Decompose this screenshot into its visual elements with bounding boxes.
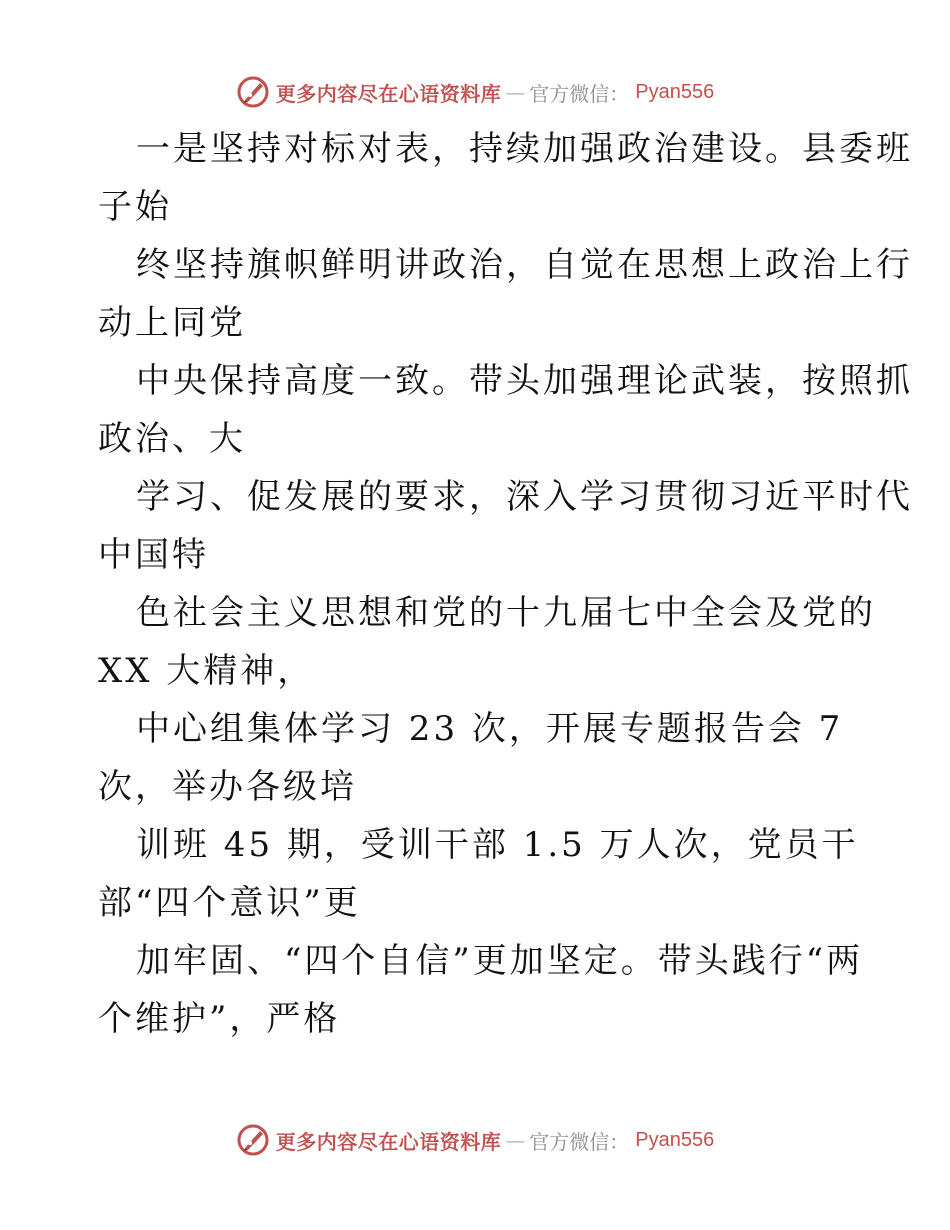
header-wechat-label: 官方微信： [529,81,630,106]
footer-wechat-label: 官方微信： [529,1129,630,1154]
text-line-5: 中央保持高度一致。带头加强理论武装，按照抓 [136,361,913,401]
text-line-14: 部“四个意识”更 [98,883,361,923]
text-line-3: 终坚持旗帜鲜明讲政治，自觉在思想上政治上行 [136,245,913,285]
footer-dash: — [505,1128,526,1152]
text-line-12: 次，举办各级培 [98,767,357,807]
text-line-11: 中心组集体学习 23 次，开展专题报告会 7 [136,709,844,749]
text-line-13: 训班 45 期，受训干部 1.5 万人次，党员干 [136,825,859,865]
header-dash: — [505,80,526,104]
text-line-1: 一是坚持对标对表，持续加强政治建设。县委班 [136,129,913,169]
footer-wechat-id: Pyan556 [635,1128,715,1151]
quill-pen-logo-icon [236,1123,270,1157]
header-banner [0,72,950,112]
text-line-4: 动上同党 [98,303,246,343]
text-line-9: 色社会主义思想和党的十九届七中全会及党的 [136,593,876,633]
text-line-2: 子始 [98,187,172,227]
text-line-15: 加牢固、“四个自信”更加坚定。带头践行“两 [136,941,864,981]
footer-site-text: 更多内容尽在心语资料库 [275,1129,502,1154]
header-wechat-id: Pyan556 [635,80,715,103]
quill-pen-logo-icon [236,75,270,109]
text-line-6: 政治、大 [98,419,246,459]
body-text [98,120,913,1048]
footer-banner [0,1120,950,1160]
text-line-10: XX 大精神， [98,651,315,691]
text-line-7: 学习、促发展的要求，深入学习贯彻习近平时代 [136,477,913,517]
header-site-text: 更多内容尽在心语资料库 [275,81,502,106]
text-line-16: 个维护”，严格 [98,999,341,1039]
text-line-8: 中国特 [98,535,209,575]
